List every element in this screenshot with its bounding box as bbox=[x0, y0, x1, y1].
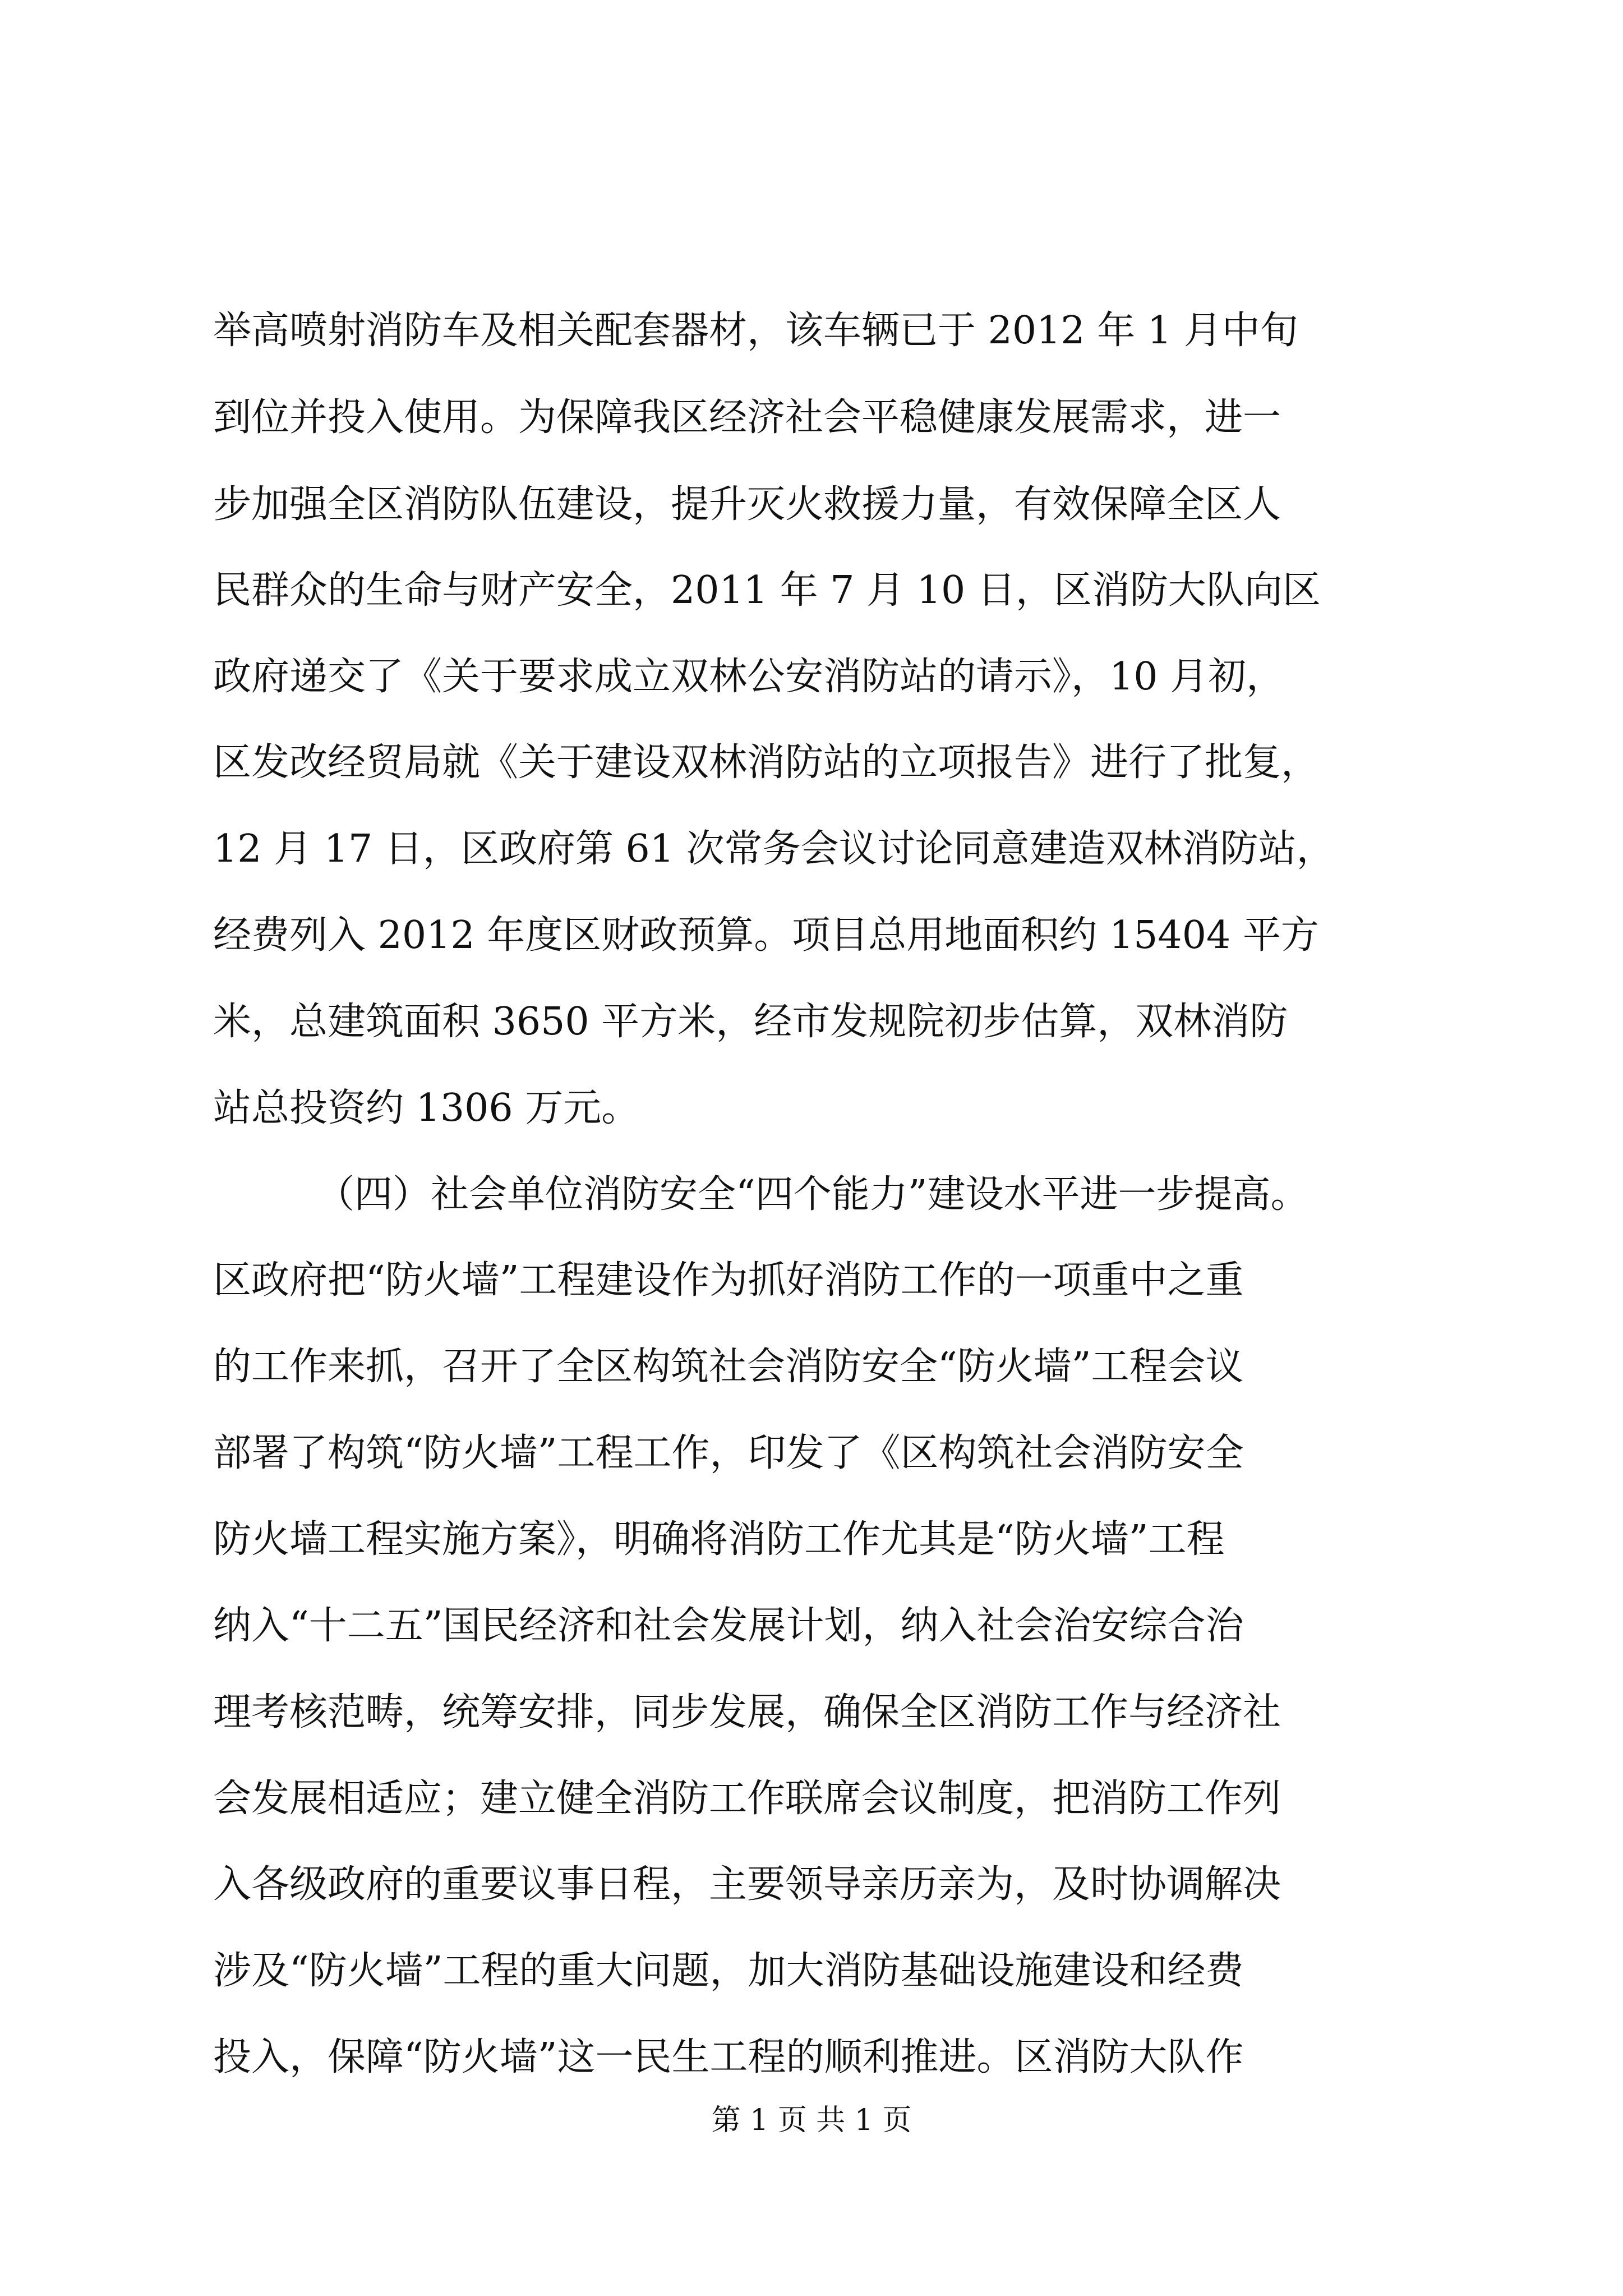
page-footer: 第 1 页 共 1 页 bbox=[711, 2104, 912, 2137]
text-line: 区政府把“防火墙”工程建设作为抓好消防工作的一项重中之重 bbox=[213, 1258, 1244, 1303]
text-line: 部署了构筑“防火墙”工程工作，印发了《区构筑社会消防安全 bbox=[213, 1431, 1244, 1475]
text-line: 入各级政府的重要议事日程，主要领导亲历亲为，及时协调解决 bbox=[213, 1862, 1281, 1907]
text-line: 的工作来抓，召开了全区构筑社会消防安全“防火墙”工程会议 bbox=[213, 1345, 1244, 1389]
text-line: 会发展相适应；建立健全消防工作联席会议制度，把消防工作列 bbox=[213, 1777, 1281, 1821]
text-line: 涉及“防火墙”工程的重大问题，加大消防基础设施建设和经费 bbox=[213, 1949, 1244, 1993]
text-line: 米，总建筑面积 3650 平方米，经市发规院初步估算，双林消防 bbox=[213, 1000, 1288, 1044]
text-line: 12 月 17 日，区政府第 61 次常务会议讨论同意建造双林消防站， bbox=[213, 827, 1335, 871]
text-line: 投入，保障“防火墙”这一民生工程的顺利推进。区消防大队作 bbox=[213, 2035, 1244, 2079]
text-line: 到位并投入使用。为保障我区经济社会平稳健康发展需求，进一 bbox=[213, 395, 1281, 440]
text-line: 经费列入 2012 年度区财政预算。项目总用地面积约 15404 平方 bbox=[213, 913, 1319, 958]
text-line: 防火墙工程实施方案》，明确将消防工作尤其是“防火墙”工程 bbox=[213, 1517, 1225, 1562]
text-line: 民群众的生命与财产安全，2011 年 7 月 10 日，区消防大队向区 bbox=[213, 568, 1321, 613]
text-line: 步加强全区消防队伍建设，提升灭火救援力量，有效保障全区人 bbox=[213, 482, 1281, 527]
section-heading: （四）社会单位消防安全“四个能力”建设水平进一步提高。 bbox=[316, 1172, 1309, 1217]
text-line: 举高喷射消防车及相关配套器材，该车辆已于 2012 年 1 月中旬 bbox=[213, 309, 1298, 353]
text-line: 纳入“十二五”国民经济和社会发展计划，纳入社会治安综合治 bbox=[213, 1604, 1244, 1648]
text-line: 理考核范畴，统筹安排，同步发展，确保全区消防工作与经济社 bbox=[213, 1690, 1281, 1734]
text-line: 政府递交了《关于要求成立双林公安消防站的请示》，10 月初， bbox=[213, 655, 1285, 699]
text-line: 站总投资约 1306 万元。 bbox=[213, 1086, 640, 1130]
text-line: 区发改经贸局就《关于建设双林消防站的立项报告》进行了批复， bbox=[213, 740, 1320, 785]
